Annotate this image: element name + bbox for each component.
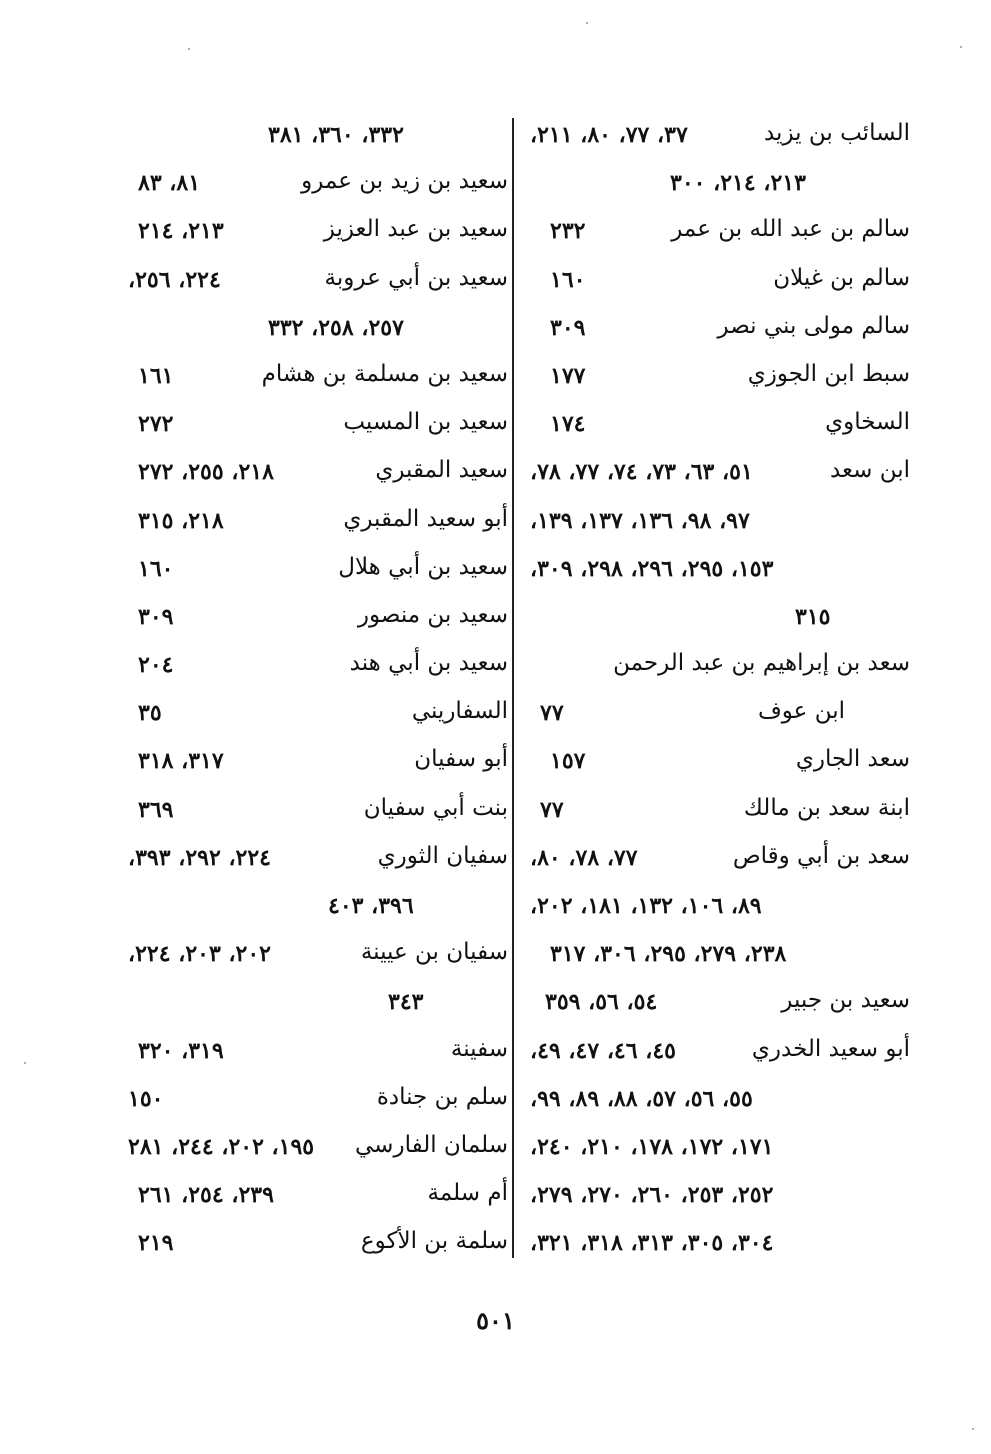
index-entry bbox=[520, 1124, 910, 1172]
index-entry bbox=[118, 112, 508, 160]
index-entry bbox=[520, 1220, 910, 1268]
entry-name: سعيد بن المسيب bbox=[343, 409, 508, 436]
entry-pages: ١٦٠ bbox=[138, 555, 174, 582]
entry-name: سبط ابن الجوزي bbox=[747, 360, 910, 387]
entry-name: سعيد بن منصور bbox=[357, 601, 508, 628]
index-entry bbox=[520, 787, 910, 835]
speck bbox=[24, 1062, 26, 1064]
right-index-column bbox=[520, 112, 910, 1269]
entry-pages: ١٥٠ bbox=[128, 1085, 164, 1112]
entry-name: سفينة bbox=[450, 1035, 508, 1062]
entry-pages: ٧٧ bbox=[540, 700, 564, 727]
index-entry bbox=[520, 835, 910, 883]
entry-pages: ٢٣٢ bbox=[550, 218, 586, 245]
index-entry bbox=[118, 642, 508, 690]
entry-pages: ٧٧ bbox=[540, 796, 564, 823]
entry-name: سلمان الفارسي bbox=[355, 1131, 508, 1158]
index-entry bbox=[520, 208, 910, 256]
entry-pages: ٥٤، ٥٦، ٣٥٩ bbox=[545, 989, 658, 1016]
entry-name: أبو سعيد المقبري bbox=[343, 505, 508, 532]
entry-pages: ٢٢٤، ٢٥٦، bbox=[128, 266, 221, 293]
entry-name: سعيد بن عبد العزيز bbox=[323, 216, 508, 243]
left-index-column bbox=[118, 112, 508, 1269]
entry-pages: ٢٣٩، ٢٥٤، ٢٦١ bbox=[138, 1182, 274, 1209]
index-entry bbox=[118, 257, 508, 305]
entry-pages: ٢٥٢، ٢٥٣، ٢٦٠، ٢٧٠، ٢٧٩، bbox=[530, 1182, 774, 1209]
entry-name: ابنة سعد بن مالك bbox=[743, 794, 910, 821]
entry-name: بنت أبي سفيان bbox=[363, 794, 508, 821]
entry-pages: ٢٢٤، ٢٩٢، ٣٩٣، bbox=[128, 844, 271, 871]
entry-pages: ٣٠٩ bbox=[138, 603, 174, 630]
entry-pages: ٣٤٣ bbox=[388, 989, 424, 1016]
entry-name: سفيان الثوري bbox=[377, 842, 508, 869]
entry-name: سعيد بن مسلمة بن هشام bbox=[261, 360, 508, 387]
entry-name: سعد بن أبي وقاص bbox=[732, 842, 910, 869]
index-entry bbox=[118, 738, 508, 786]
entry-pages: ٢١٣، ٢١٤، ٣٠٠ bbox=[670, 170, 806, 197]
speck bbox=[960, 46, 962, 48]
entry-pages: ٤٥، ٤٦، ٤٧، ٤٩، bbox=[530, 1037, 676, 1064]
index-entry bbox=[118, 305, 508, 353]
index-entry bbox=[520, 594, 910, 642]
entry-pages: ١٩٥، ٢٠٢، ٢٤٤، ٢٨١ bbox=[128, 1133, 315, 1160]
entry-name: سعيد بن زيد بن عمرو bbox=[301, 168, 508, 195]
entry-name: سفيان بن عيينة bbox=[360, 939, 508, 966]
index-entry bbox=[118, 1124, 508, 1172]
entry-pages: ٣٦٩ bbox=[138, 796, 174, 823]
entry-pages: ٨١، ٨٣ bbox=[138, 170, 201, 197]
column-divider bbox=[512, 118, 514, 1258]
entry-pages: ٢١٨، ٣١٥ bbox=[138, 507, 224, 534]
index-entry bbox=[520, 257, 910, 305]
index-entry bbox=[520, 1076, 910, 1124]
index-entry bbox=[118, 1172, 508, 1220]
index-entry bbox=[520, 112, 910, 160]
index-entry bbox=[118, 690, 508, 738]
entry-name: أبو سعيد الخدري bbox=[751, 1035, 910, 1062]
entry-pages: ٥٥، ٥٦، ٥٧، ٨٨، ٨٩، ٩٩، bbox=[530, 1085, 753, 1112]
entry-name: سعيد بن أبي هلال bbox=[338, 553, 508, 580]
entry-name: سعيد بن أبي عروبة bbox=[324, 264, 508, 291]
index-entry bbox=[118, 401, 508, 449]
entry-pages: ٣١٥ bbox=[795, 603, 831, 630]
entry-pages: ٣٩٦، ٤٠٣ bbox=[328, 893, 414, 919]
entry-name: ابن عوف bbox=[757, 698, 845, 725]
entry-name: أبو سفيان bbox=[414, 746, 508, 773]
index-entry bbox=[118, 835, 508, 883]
entry-pages: ٩٧، ٩٨، ١٣٦، ١٣٧، ١٣٩، bbox=[530, 507, 750, 534]
index-entry bbox=[118, 208, 508, 256]
entry-name: ابن سعد bbox=[829, 457, 910, 484]
index-entry bbox=[520, 1028, 910, 1076]
index-entry bbox=[118, 1220, 508, 1268]
speck bbox=[972, 1428, 974, 1430]
index-entry bbox=[520, 642, 910, 690]
entry-name: سعيد المقبري bbox=[375, 457, 508, 484]
index-entry bbox=[520, 979, 910, 1027]
entry-pages: ٣٥ bbox=[138, 700, 162, 727]
index-entry bbox=[520, 305, 910, 353]
entry-pages: ٢٧٢ bbox=[138, 411, 174, 438]
entry-pages: ٥١، ٦٣، ٧٣، ٧٤، ٧٧، ٧٨، bbox=[530, 459, 753, 486]
entry-pages: ٢٣٨، ٢٧٩، ٢٩٥، ٣٠٦، ٣١٧ bbox=[550, 941, 787, 968]
entry-pages: ٨٩، ١٠٦، ١٣٢، ١٨١، ٢٠٢، bbox=[530, 893, 762, 919]
entry-name: سعيد بن جبير bbox=[781, 987, 910, 1014]
entry-pages: ١٦١ bbox=[138, 362, 174, 389]
entry-pages: ١٦٠ bbox=[550, 266, 586, 293]
speck bbox=[586, 22, 588, 24]
entry-pages: ٢١٩ bbox=[138, 1230, 174, 1257]
entry-pages: ٣٠٩ bbox=[550, 314, 586, 341]
entry-name: سالم بن عبد الله بن عمر bbox=[671, 216, 910, 243]
index-entry bbox=[118, 931, 508, 979]
entry-pages: ٢٥٧، ٢٥٨، ٣٣٢ bbox=[268, 314, 404, 341]
index-entry bbox=[118, 979, 508, 1027]
entry-pages: ١٧٧ bbox=[550, 362, 586, 389]
index-entry bbox=[520, 449, 910, 497]
entry-pages: ١٧٤ bbox=[550, 411, 586, 438]
entry-name: السخاوي bbox=[825, 409, 910, 436]
entry-name: أم سلمة bbox=[427, 1180, 508, 1207]
index-entry bbox=[520, 1172, 910, 1220]
entry-pages: ٣٠٤، ٣٠٥، ٣١٣، ٣١٨، ٣٢١، bbox=[530, 1230, 774, 1257]
speck bbox=[188, 48, 190, 50]
index-entry bbox=[520, 401, 910, 449]
entry-name: سلم بن جنادة bbox=[376, 1083, 508, 1110]
entry-name: سالم مولى بني نصر bbox=[717, 312, 910, 339]
entry-pages: ٣١٧، ٣١٨ bbox=[138, 748, 224, 775]
index-entry bbox=[118, 353, 508, 401]
entry-pages: ٢١٨، ٢٥٥، ٢٧٢ bbox=[138, 459, 274, 486]
index-entry bbox=[118, 1028, 508, 1076]
index-entry bbox=[118, 594, 508, 642]
index-entry bbox=[118, 160, 508, 208]
entry-name: سعد الجاري bbox=[795, 746, 910, 773]
index-entry bbox=[520, 160, 910, 208]
index-entry bbox=[520, 690, 910, 738]
index-entry bbox=[520, 883, 910, 931]
entry-name: سالم بن غيلان bbox=[773, 264, 910, 291]
entry-name: السائب بن يزيد bbox=[763, 120, 910, 146]
index-entry bbox=[520, 931, 910, 979]
entry-pages: ٢٠٢، ٢٠٣، ٢٢٤، bbox=[128, 941, 271, 968]
index-entry bbox=[520, 353, 910, 401]
entry-pages: ١٥٧ bbox=[550, 748, 586, 775]
entry-pages: ٧٧، ٧٨، ٨٠، bbox=[530, 844, 638, 871]
entry-name: سعد بن إبراهيم بن عبد الرحمن bbox=[613, 650, 910, 677]
entry-pages: ١٥٣، ٢٩٥، ٢٩٦، ٢٩٨، ٣٠٩، bbox=[530, 555, 774, 582]
entry-name: سعيد بن أبي هند bbox=[349, 650, 508, 677]
entry-pages: ٢٠٤ bbox=[138, 652, 174, 679]
index-entry bbox=[118, 1076, 508, 1124]
entry-name: سلمة بن الأكوع bbox=[360, 1228, 508, 1255]
entry-pages: ١٧١، ١٧٢، ١٧٨، ٢١٠، ٢٤٠، bbox=[530, 1133, 774, 1160]
entry-pages: ٢١٣، ٢١٤ bbox=[138, 218, 224, 245]
index-entry bbox=[118, 546, 508, 594]
index-entry bbox=[118, 498, 508, 546]
entry-name: السفاريني bbox=[411, 698, 508, 725]
index-entry bbox=[118, 787, 508, 835]
index-entry bbox=[118, 449, 508, 497]
index-entry bbox=[520, 546, 910, 594]
index-entry bbox=[520, 738, 910, 786]
entry-pages: ٣٣٢، ٣٦٠، ٣٨١ bbox=[268, 122, 404, 148]
index-entry bbox=[520, 498, 910, 546]
page-number: ٥٠١ bbox=[476, 1306, 515, 1335]
entry-pages: ٣٧، ٧٧، ٨٠، ٢١١، bbox=[530, 122, 688, 148]
entry-pages: ٣١٩، ٣٢٠ bbox=[138, 1037, 224, 1064]
index-entry bbox=[118, 883, 508, 931]
